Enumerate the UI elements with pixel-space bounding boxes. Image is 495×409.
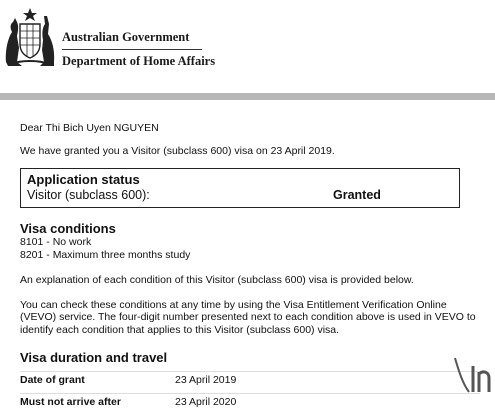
status-visa-type: Visitor (subclass 600): xyxy=(27,188,150,202)
government-name: Australian Government xyxy=(62,30,190,44)
duration-title: Visa duration and travel xyxy=(20,350,168,365)
watermark-logo-icon xyxy=(449,352,493,398)
status-title: Application status xyxy=(27,172,140,187)
letterhead xyxy=(0,0,495,80)
grant-statement: We have granted you a Visitor (subclass 600) visa on 23 April 2019. xyxy=(20,145,335,157)
header-divider xyxy=(62,49,202,50)
duration-label: Must not arrive after xyxy=(20,396,121,408)
application-status-box xyxy=(20,168,460,208)
coat-of-arms-icon xyxy=(2,4,58,70)
condition-item: 8101 - No work xyxy=(20,236,92,248)
duration-row xyxy=(20,371,480,387)
duration-value: 23 April 2020 xyxy=(175,396,237,408)
condition-item: 8201 - Maximum three months study xyxy=(20,249,191,261)
department-name: Department of Home Affairs xyxy=(62,54,216,68)
letter-body xyxy=(20,122,480,409)
conditions-title: Visa conditions xyxy=(20,221,116,236)
salutation: Dear Thi Bich Uyen NGUYEN xyxy=(20,122,159,134)
duration-value: 23 April 2019 xyxy=(175,374,237,386)
conditions-explanation: An explanation of each condition of this Visitor (subclass 600) visa is provided below. xyxy=(20,274,414,286)
status-row xyxy=(27,187,453,203)
government-names xyxy=(62,30,215,69)
duration-row xyxy=(20,393,480,409)
status-value: Granted xyxy=(333,188,381,202)
header-rule xyxy=(0,93,495,100)
duration-label: Date of grant xyxy=(20,374,85,386)
vevo-paragraph: You can check these conditions at any time by using the Visa Entitlement Verification Online (VEVO) service. The four-digit number presented next to each condition above is used in VEVO to identify each condition that applies to this Visitor (subclass 600) visa. xyxy=(20,298,476,336)
